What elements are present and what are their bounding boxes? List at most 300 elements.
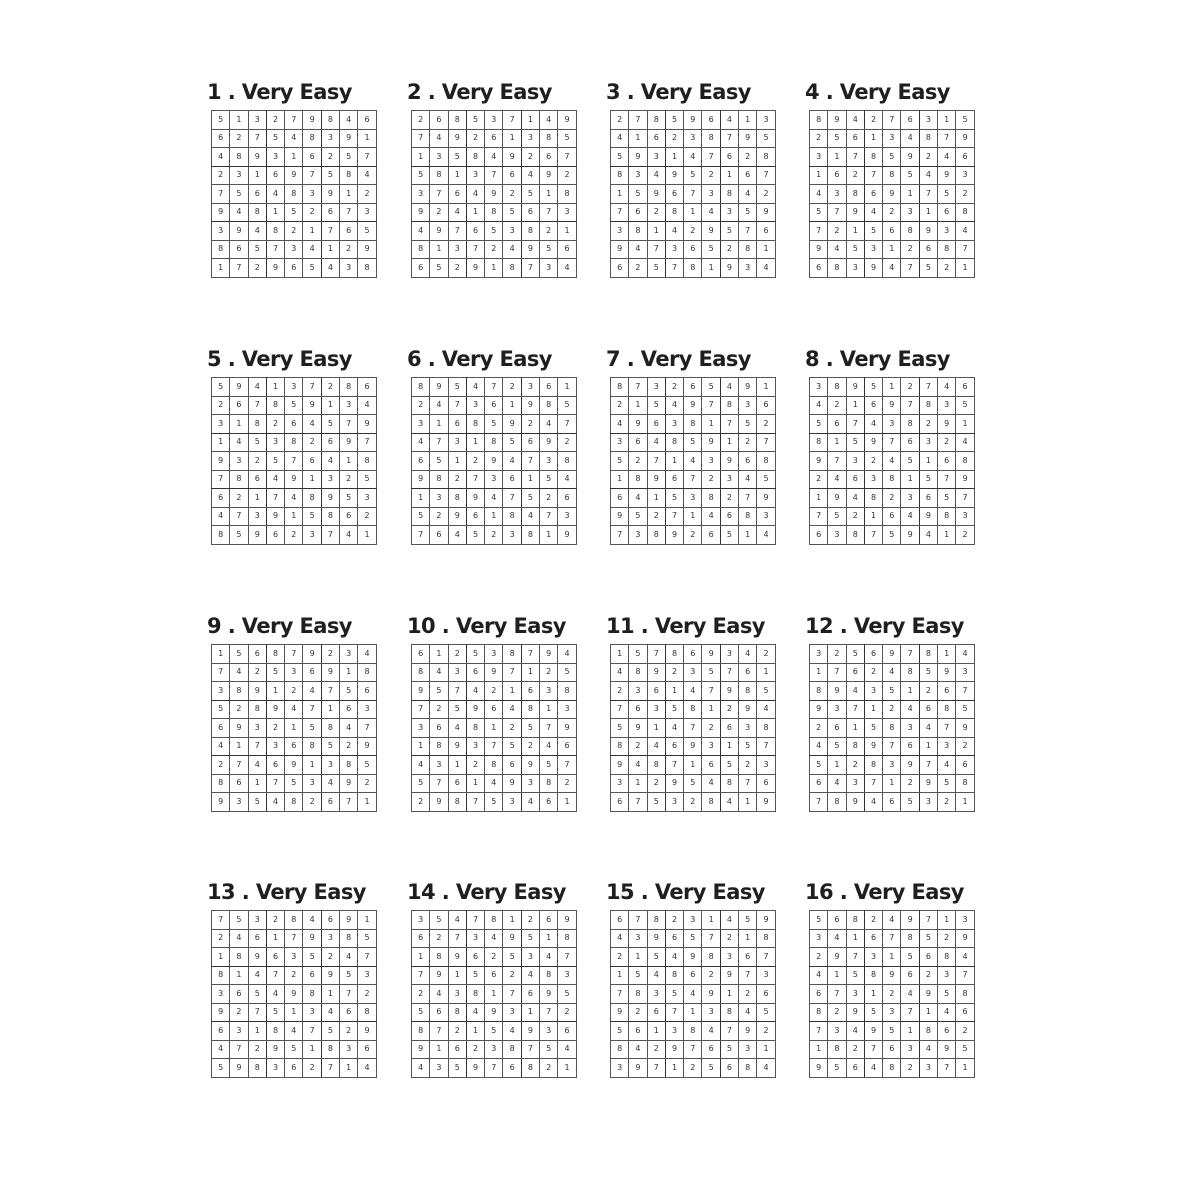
grid-cell: 3: [303, 185, 321, 204]
grid-cell: 5: [466, 111, 484, 130]
grid-cell: 8: [358, 1003, 376, 1022]
grid-cell: 7: [358, 148, 376, 167]
grid-cell: 7: [684, 185, 702, 204]
grid-cell: 3: [665, 1022, 683, 1041]
grid-cell: 1: [485, 507, 503, 526]
grid-row: [212, 396, 377, 415]
grid-cell: 8: [956, 985, 974, 1004]
grid-cell: 2: [466, 452, 484, 471]
grid-cell: 2: [303, 203, 321, 222]
grid-cell: 5: [230, 185, 248, 204]
grid-cell: 5: [521, 719, 539, 738]
grid-cell: 4: [412, 1059, 430, 1078]
grid-cell: 1: [303, 756, 321, 775]
grid-cell: 1: [919, 452, 937, 471]
grid-cell: 3: [647, 148, 665, 167]
grid-cell: 8: [230, 148, 248, 167]
grid-cell: 4: [883, 663, 901, 682]
grid-cell: 5: [864, 719, 882, 738]
grid-cell: 8: [684, 1022, 702, 1041]
grid-cell: 4: [647, 166, 665, 185]
grid-cell: 5: [248, 793, 266, 812]
grid-row: [412, 526, 577, 545]
grid-cell: 1: [285, 719, 303, 738]
grid-row: [810, 259, 975, 278]
grid-cell: 5: [684, 166, 702, 185]
grid-cell: 1: [212, 645, 230, 664]
grid-cell: 9: [611, 1003, 629, 1022]
grid-cell: 7: [430, 774, 448, 793]
grid-cell: 8: [647, 526, 665, 545]
grid-cell: 1: [540, 929, 558, 948]
grid-cell: 2: [810, 129, 828, 148]
grid-cell: 3: [430, 756, 448, 775]
sudoku-puzzle: [407, 345, 582, 545]
grid-row: [412, 948, 577, 967]
grid-cell: 8: [702, 948, 720, 967]
sudoku-grid: [809, 110, 975, 278]
grid-row: [212, 737, 377, 756]
grid-cell: 8: [558, 185, 576, 204]
grid-cell: 5: [466, 645, 484, 664]
grid-row: [412, 203, 577, 222]
grid-cell: 7: [340, 203, 358, 222]
grid-cell: 6: [521, 682, 539, 701]
grid-cell: 2: [503, 719, 521, 738]
grid-row: [611, 645, 776, 664]
grid-row: [212, 700, 377, 719]
grid-cell: 6: [266, 526, 284, 545]
grid-cell: 4: [665, 719, 683, 738]
grid-cell: 9: [248, 682, 266, 701]
grid-row: [611, 203, 776, 222]
grid-cell: 1: [864, 129, 882, 148]
grid-cell: 8: [901, 222, 919, 241]
grid-cell: 2: [340, 470, 358, 489]
grid-cell: 1: [448, 756, 466, 775]
grid-row: [412, 966, 577, 985]
grid-row: [212, 663, 377, 682]
grid-cell: 6: [684, 240, 702, 259]
grid-cell: 1: [720, 433, 738, 452]
grid-cell: 4: [901, 507, 919, 526]
grid-cell: 1: [665, 452, 683, 471]
grid-cell: 6: [919, 948, 937, 967]
grid-cell: 6: [212, 489, 230, 508]
grid-cell: 9: [846, 203, 864, 222]
grid-cell: 7: [466, 793, 484, 812]
grid-cell: 2: [266, 415, 284, 434]
grid-cell: 3: [901, 1040, 919, 1059]
grid-cell: 7: [828, 985, 846, 1004]
grid-cell: 4: [558, 1040, 576, 1059]
grid-cell: 7: [540, 203, 558, 222]
grid-cell: 5: [503, 433, 521, 452]
grid-cell: 8: [883, 719, 901, 738]
grid-cell: 4: [864, 1059, 882, 1078]
grid-cell: 9: [540, 433, 558, 452]
grid-cell: 7: [266, 240, 284, 259]
grid-cell: 1: [558, 222, 576, 241]
grid-cell: 6: [702, 756, 720, 775]
grid-cell: 9: [285, 166, 303, 185]
grid-cell: 1: [448, 452, 466, 471]
grid-cell: 2: [864, 111, 882, 130]
grid-cell: 2: [846, 756, 864, 775]
grid-row: [810, 1003, 975, 1022]
grid-cell: 9: [611, 756, 629, 775]
grid-cell: 6: [956, 756, 974, 775]
grid-cell: 9: [266, 700, 284, 719]
grid-row: [412, 793, 577, 812]
grid-row: [810, 166, 975, 185]
grid-cell: 7: [412, 700, 430, 719]
grid-cell: 4: [558, 259, 576, 278]
grid-cell: 5: [521, 489, 539, 508]
grid-cell: 8: [665, 645, 683, 664]
grid-cell: 2: [540, 489, 558, 508]
grid-cell: 1: [248, 1022, 266, 1041]
grid-cell: 8: [540, 966, 558, 985]
grid-cell: 2: [647, 1040, 665, 1059]
grid-cell: 9: [846, 1003, 864, 1022]
grid-cell: 8: [810, 682, 828, 701]
grid-cell: 3: [720, 645, 738, 664]
grid-cell: 5: [340, 148, 358, 167]
grid-cell: 9: [684, 948, 702, 967]
grid-cell: 1: [828, 148, 846, 167]
grid-cell: 4: [266, 985, 284, 1004]
grid-cell: 6: [448, 415, 466, 434]
grid-cell: 2: [430, 929, 448, 948]
grid-cell: 4: [828, 929, 846, 948]
grid-cell: 6: [485, 966, 503, 985]
grid-cell: 3: [684, 663, 702, 682]
grid-cell: 7: [629, 793, 647, 812]
grid-cell: 7: [665, 259, 683, 278]
grid-cell: 9: [340, 433, 358, 452]
grid-cell: 8: [485, 911, 503, 930]
grid-row: [412, 1003, 577, 1022]
grid-cell: 3: [358, 203, 376, 222]
grid-cell: 5: [919, 929, 937, 948]
grid-cell: 4: [647, 433, 665, 452]
grid-row: [412, 700, 577, 719]
grid-cell: 4: [466, 1003, 484, 1022]
grid-cell: 5: [485, 222, 503, 241]
grid-row: [810, 985, 975, 1004]
grid-row: [611, 700, 776, 719]
grid-cell: 8: [846, 737, 864, 756]
grid-cell: 3: [629, 526, 647, 545]
grid-cell: 3: [938, 966, 956, 985]
grid-cell: 1: [521, 470, 539, 489]
grid-cell: 9: [558, 719, 576, 738]
grid-row: [810, 396, 975, 415]
grid-cell: 8: [846, 911, 864, 930]
grid-cell: 4: [938, 148, 956, 167]
grid-cell: 2: [212, 929, 230, 948]
grid-cell: 9: [665, 166, 683, 185]
grid-cell: 2: [757, 645, 775, 664]
grid-cell: 3: [540, 1022, 558, 1041]
grid-cell: 6: [956, 148, 974, 167]
grid-cell: 4: [684, 148, 702, 167]
grid-cell: 8: [321, 111, 339, 130]
grid-cell: 7: [558, 148, 576, 167]
grid-cell: 3: [285, 240, 303, 259]
grid-cell: 2: [448, 470, 466, 489]
grid-cell: 7: [720, 1022, 738, 1041]
grid-cell: 2: [358, 985, 376, 1004]
grid-cell: 9: [430, 378, 448, 397]
grid-cell: 4: [611, 129, 629, 148]
grid-cell: 3: [212, 222, 230, 241]
grid-cell: 3: [230, 793, 248, 812]
grid-row: [810, 948, 975, 967]
grid-cell: 6: [647, 415, 665, 434]
grid-cell: 3: [266, 737, 284, 756]
grid-cell: 1: [810, 166, 828, 185]
grid-cell: 3: [901, 203, 919, 222]
grid-cell: 8: [230, 470, 248, 489]
grid-cell: 2: [739, 756, 757, 775]
grid-row: [611, 259, 776, 278]
sudoku-grid: [809, 644, 975, 812]
grid-cell: 2: [285, 966, 303, 985]
grid-cell: 6: [702, 526, 720, 545]
grid-cell: 4: [810, 966, 828, 985]
grid-row: [412, 489, 577, 508]
grid-cell: 8: [864, 966, 882, 985]
grid-cell: 9: [938, 663, 956, 682]
grid-cell: 3: [430, 489, 448, 508]
grid-cell: 1: [466, 433, 484, 452]
grid-cell: 9: [485, 452, 503, 471]
grid-cell: 3: [212, 682, 230, 701]
grid-cell: 3: [266, 148, 284, 167]
grid-cell: 6: [810, 259, 828, 278]
grid-cell: 9: [864, 1022, 882, 1041]
grid-row: [212, 415, 377, 434]
grid-cell: 1: [521, 1003, 539, 1022]
grid-cell: 3: [248, 507, 266, 526]
grid-cell: 7: [956, 240, 974, 259]
grid-cell: 7: [503, 985, 521, 1004]
grid-cell: 7: [684, 470, 702, 489]
grid-cell: 9: [248, 948, 266, 967]
grid-cell: 4: [647, 737, 665, 756]
grid-cell: 3: [611, 222, 629, 241]
grid-cell: 2: [248, 259, 266, 278]
grid-cell: 9: [938, 166, 956, 185]
grid-cell: 7: [647, 1059, 665, 1078]
grid-cell: 1: [757, 378, 775, 397]
grid-cell: 3: [448, 985, 466, 1004]
grid-cell: 8: [248, 1059, 266, 1078]
grid-cell: 9: [901, 526, 919, 545]
grid-cell: 9: [629, 1059, 647, 1078]
grid-cell: 5: [665, 111, 683, 130]
grid-cell: 5: [919, 259, 937, 278]
grid-row: [212, 259, 377, 278]
grid-row: [412, 166, 577, 185]
grid-cell: 7: [503, 489, 521, 508]
grid-cell: 1: [702, 259, 720, 278]
grid-cell: 4: [810, 737, 828, 756]
grid-cell: 6: [938, 203, 956, 222]
grid-cell: 4: [412, 222, 430, 241]
grid-cell: 9: [828, 682, 846, 701]
grid-cell: 3: [521, 774, 539, 793]
grid-cell: 3: [466, 396, 484, 415]
grid-cell: 7: [828, 663, 846, 682]
grid-cell: 1: [340, 663, 358, 682]
grid-cell: 1: [321, 700, 339, 719]
grid-cell: 9: [358, 737, 376, 756]
grid-cell: 2: [340, 240, 358, 259]
grid-cell: 9: [629, 719, 647, 738]
sudoku-grid: [411, 110, 577, 278]
grid-cell: 2: [956, 526, 974, 545]
grid-cell: 4: [248, 378, 266, 397]
grid-cell: 8: [285, 433, 303, 452]
grid-cell: 5: [448, 148, 466, 167]
grid-cell: 1: [810, 663, 828, 682]
grid-cell: 4: [757, 1059, 775, 1078]
grid-cell: 8: [665, 433, 683, 452]
grid-row: [611, 793, 776, 812]
grid-cell: 3: [340, 645, 358, 664]
grid-cell: 7: [611, 700, 629, 719]
grid-cell: 2: [340, 1022, 358, 1041]
grid-cell: 4: [303, 240, 321, 259]
grid-cell: 4: [720, 793, 738, 812]
grid-cell: 1: [739, 111, 757, 130]
grid-cell: 7: [665, 507, 683, 526]
grid-cell: 6: [828, 719, 846, 738]
grid-cell: 5: [412, 1003, 430, 1022]
grid-cell: 4: [430, 129, 448, 148]
sudoku-puzzle: [207, 878, 382, 1078]
grid-cell: 4: [248, 756, 266, 775]
grid-cell: 7: [448, 396, 466, 415]
grid-cell: 5: [540, 470, 558, 489]
grid-cell: 9: [412, 682, 430, 701]
sudoku-puzzle: [207, 345, 382, 545]
grid-row: [412, 985, 577, 1004]
grid-cell: 9: [757, 203, 775, 222]
sudoku-grid: [211, 377, 377, 545]
grid-cell: 3: [846, 985, 864, 1004]
grid-cell: 2: [448, 1022, 466, 1041]
grid-cell: 1: [938, 526, 956, 545]
grid-cell: 6: [611, 259, 629, 278]
grid-cell: 6: [248, 645, 266, 664]
grid-cell: 9: [665, 526, 683, 545]
grid-cell: 5: [430, 452, 448, 471]
grid-row: [611, 378, 776, 397]
grid-cell: 7: [285, 111, 303, 130]
grid-cell: 1: [919, 203, 937, 222]
grid-cell: 9: [757, 911, 775, 930]
grid-cell: 9: [212, 203, 230, 222]
grid-cell: 1: [611, 645, 629, 664]
grid-cell: 1: [358, 526, 376, 545]
grid-cell: 4: [303, 682, 321, 701]
grid-cell: 2: [864, 911, 882, 930]
grid-cell: 9: [212, 452, 230, 471]
grid-cell: 5: [266, 663, 284, 682]
grid-cell: 7: [540, 719, 558, 738]
grid-row: [611, 756, 776, 775]
grid-cell: 8: [412, 240, 430, 259]
grid-cell: 4: [212, 148, 230, 167]
grid-cell: 2: [739, 148, 757, 167]
grid-cell: 7: [739, 774, 757, 793]
grid-cell: 1: [864, 507, 882, 526]
grid-cell: 8: [702, 793, 720, 812]
grid-cell: 3: [466, 929, 484, 948]
grid-cell: 6: [629, 433, 647, 452]
grid-cell: 7: [901, 259, 919, 278]
grid-cell: 3: [485, 645, 503, 664]
grid-cell: 7: [230, 1040, 248, 1059]
grid-cell: 3: [448, 663, 466, 682]
grid-cell: 8: [521, 526, 539, 545]
grid-cell: 6: [540, 148, 558, 167]
grid-cell: 8: [340, 929, 358, 948]
grid-cell: 4: [466, 378, 484, 397]
grid-row: [412, 396, 577, 415]
grid-cell: 1: [430, 240, 448, 259]
grid-cell: 2: [466, 756, 484, 775]
grid-cell: 9: [485, 663, 503, 682]
grid-cell: 4: [285, 129, 303, 148]
grid-row: [212, 470, 377, 489]
grid-cell: 7: [521, 1040, 539, 1059]
grid-cell: 3: [412, 911, 430, 930]
grid-row: [212, 203, 377, 222]
grid-cell: 1: [956, 793, 974, 812]
grid-cell: 4: [757, 700, 775, 719]
sudoku-puzzle: [407, 78, 582, 278]
grid-cell: 9: [358, 415, 376, 434]
puzzle-title: 8 . Very Easy: [805, 347, 950, 371]
grid-cell: 4: [448, 526, 466, 545]
grid-cell: 8: [629, 663, 647, 682]
grid-cell: 3: [864, 948, 882, 967]
grid-cell: 7: [828, 203, 846, 222]
grid-cell: 7: [956, 682, 974, 701]
grid-cell: 7: [629, 911, 647, 930]
grid-row: [212, 793, 377, 812]
grid-cell: 8: [248, 203, 266, 222]
grid-cell: 1: [430, 415, 448, 434]
grid-cell: 7: [212, 663, 230, 682]
grid-cell: 2: [828, 222, 846, 241]
grid-cell: 1: [485, 985, 503, 1004]
grid-cell: 1: [230, 966, 248, 985]
grid-cell: 4: [702, 774, 720, 793]
grid-cell: 9: [485, 185, 503, 204]
grid-cell: 9: [303, 396, 321, 415]
grid-cell: 9: [938, 415, 956, 434]
puzzle-title: 13 . Very Easy: [207, 880, 366, 904]
grid-cell: 7: [521, 259, 539, 278]
grid-cell: 6: [739, 663, 757, 682]
grid-cell: 9: [757, 793, 775, 812]
